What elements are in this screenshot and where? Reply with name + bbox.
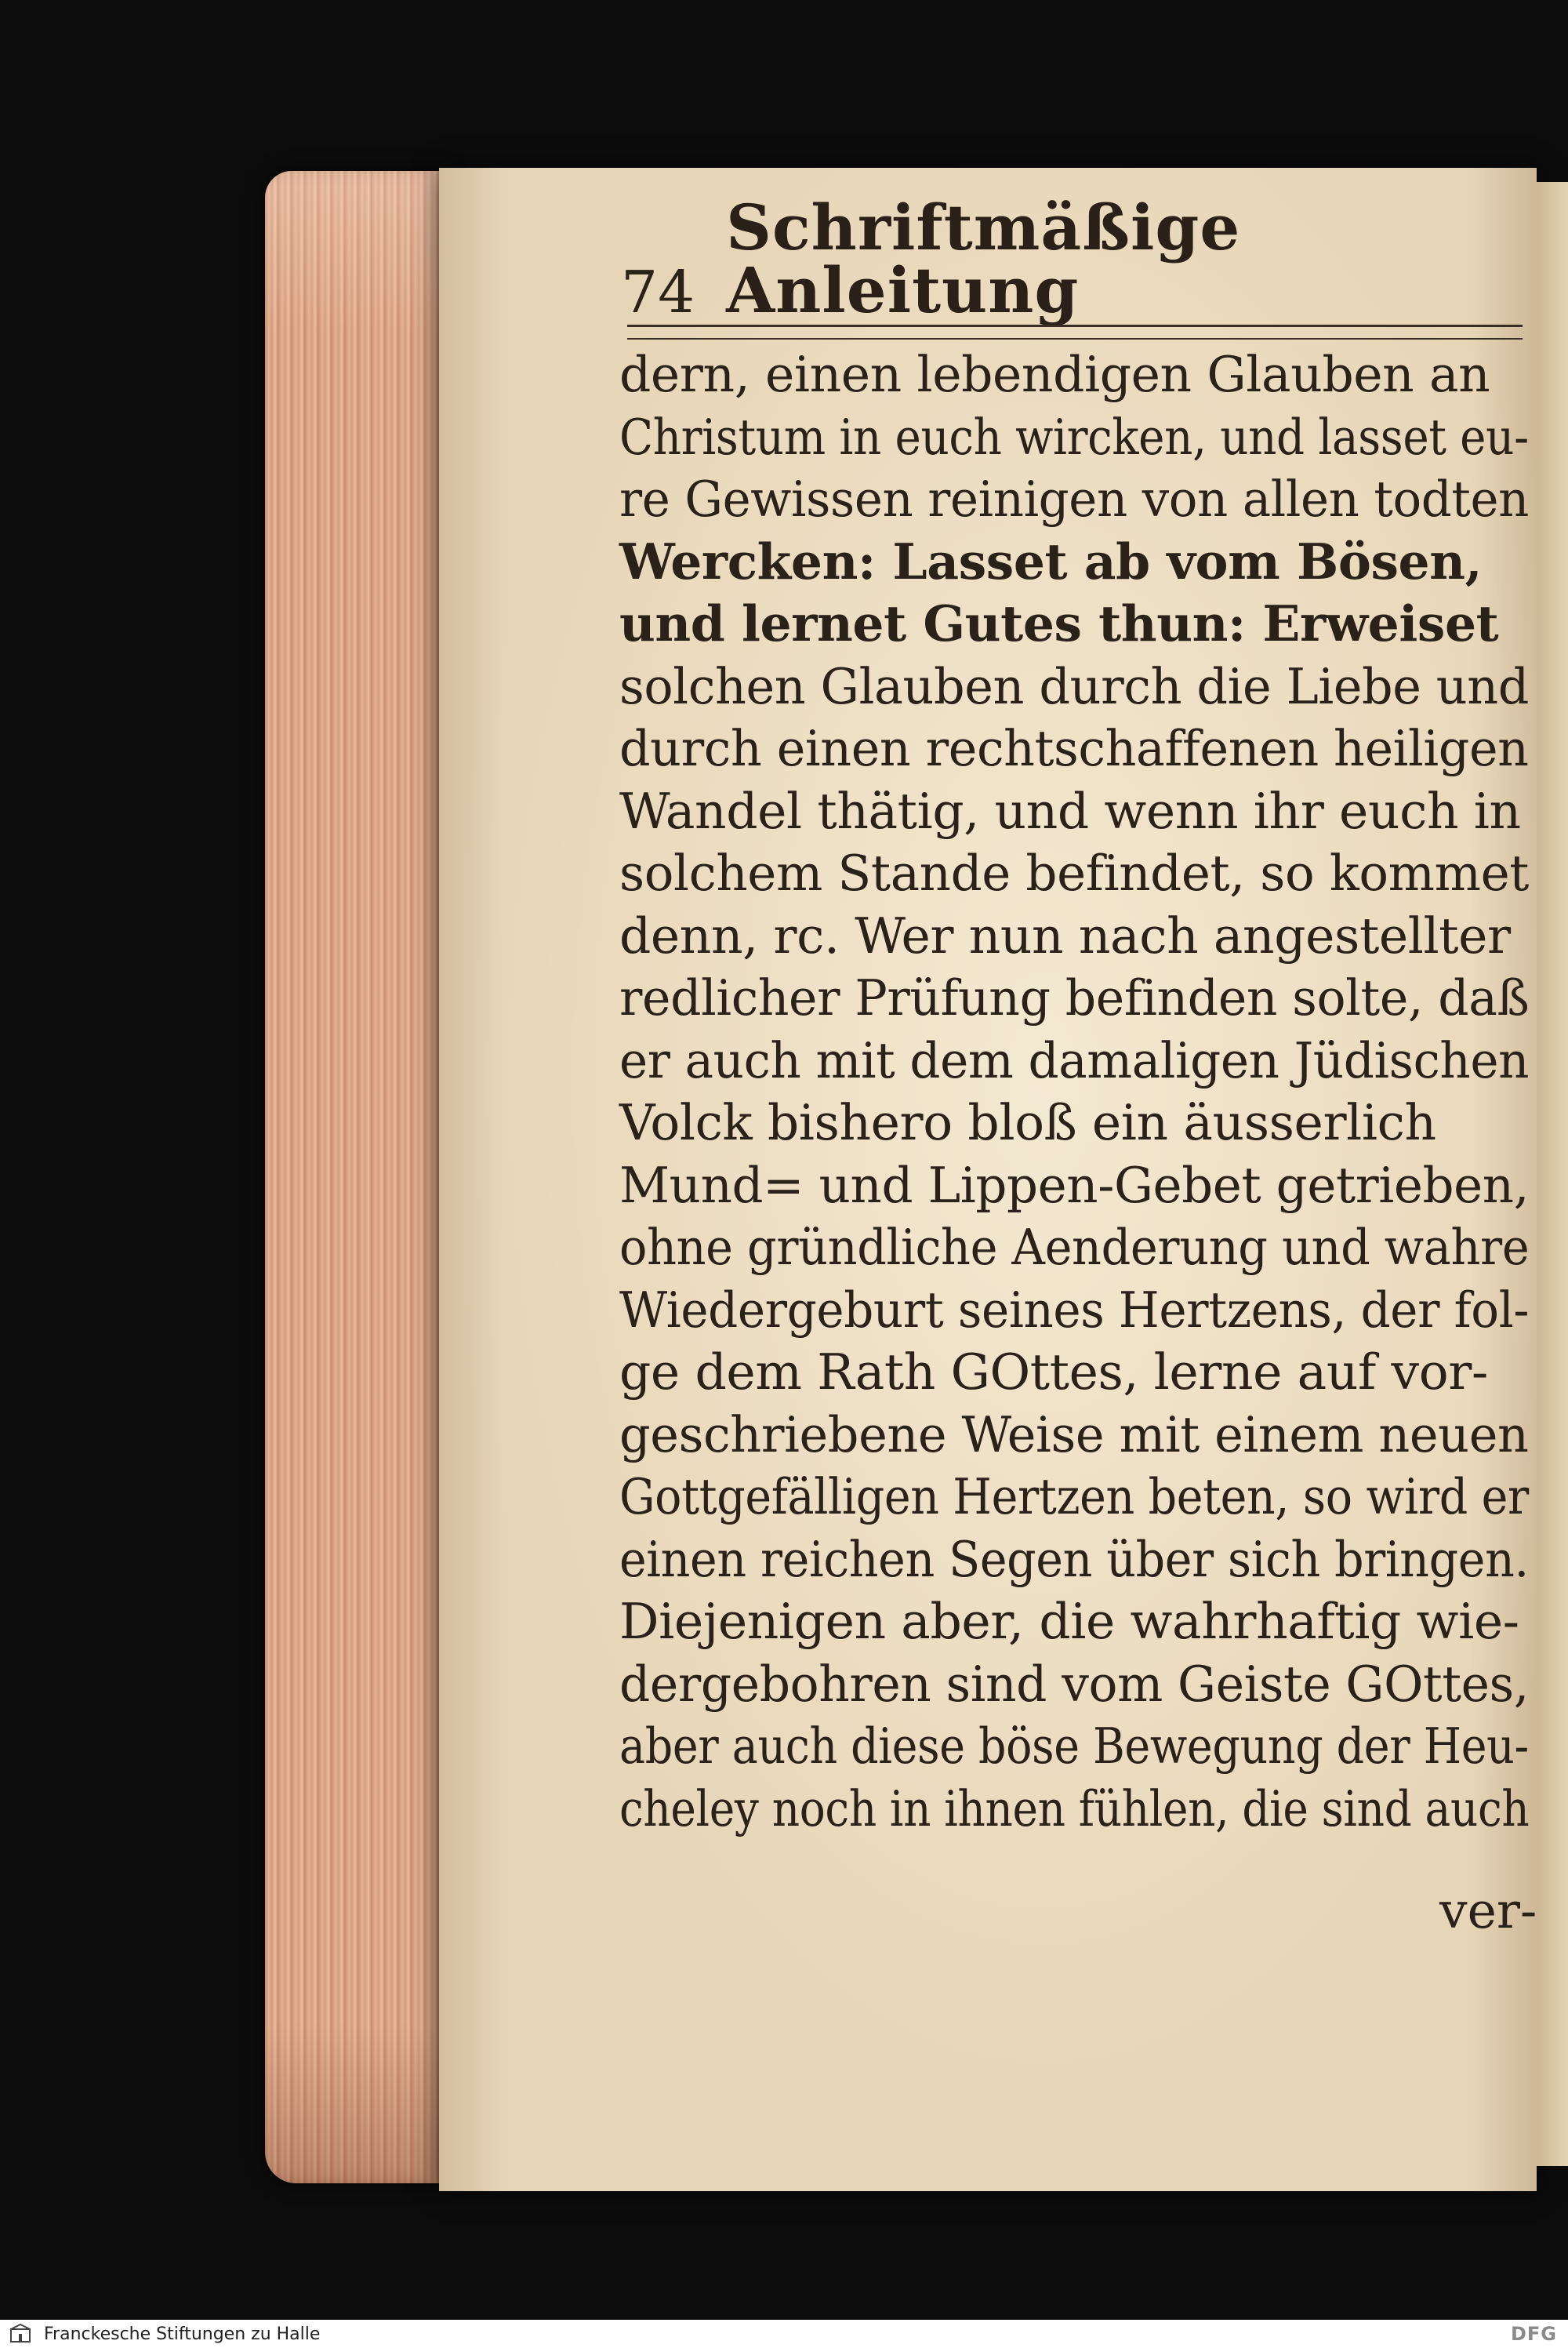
text-line: einen reichen Segen über sich bringen. xyxy=(619,1530,1529,1588)
institution-name: Franckesche Stiftungen zu Halle xyxy=(44,2324,321,2344)
institution-logo-icon xyxy=(5,2322,36,2346)
text-line: cheley noch in ihnen fühlen, die sind auch xyxy=(619,1779,1530,1837)
text-line: dern, einen lebendigen Glauben an xyxy=(619,346,1490,403)
text-line: geschriebene Weise mit einem neuen xyxy=(619,1405,1529,1463)
text-line: Wiedergeburt seines Hertzens, der fol- xyxy=(619,1281,1530,1339)
text-line: aber auch diese böse Bewegung der Heu- xyxy=(619,1717,1529,1775)
text-line: solchem Stande befindet, so kommet xyxy=(619,845,1530,902)
header-rule xyxy=(627,325,1523,340)
text-line: Mund= und Lippen-Gebet getrieben, xyxy=(619,1156,1530,1214)
text-line: denn, rc. Wer nun nach angestellter xyxy=(619,907,1511,965)
page-header xyxy=(621,191,1523,327)
text-line: ohne gründliche Aenderung und wahre xyxy=(619,1219,1530,1276)
text-line: durch einen rechtschaffenen heiligen xyxy=(619,720,1529,777)
adjacent-page-edge xyxy=(1537,182,1568,2166)
text-line: Wercken: Lasset ab vom Bösen, xyxy=(619,532,1483,591)
running-head: Schriftmäßige Anleitung xyxy=(726,191,1241,327)
text-line: Diejenigen aber, die wahrhaftig wie- xyxy=(619,1593,1519,1650)
text-line: und lernet Gutes thun: Erweiset xyxy=(619,594,1499,652)
dfg-logo: DFG xyxy=(1510,2323,1557,2345)
text-line: redlicher Prüfung befinden solte, daß xyxy=(619,969,1530,1027)
text-line: ge dem Rath GOttes, lerne auf vor- xyxy=(619,1343,1488,1401)
text-line: er auch mit dem damaligen Jüdischen xyxy=(619,1031,1530,1089)
catchword: ver- xyxy=(1439,1882,1537,1939)
text-line: solchen Glauben durch die Liebe und xyxy=(619,657,1530,715)
text-line: Volck bishero bloß ein äusserlich xyxy=(619,1094,1436,1151)
body-text xyxy=(619,343,1529,1840)
text-line: dergebohren sind vom Geiste GOttes, xyxy=(619,1655,1529,1713)
text-line: Wandel thätig, und wenn ihr euch in xyxy=(619,782,1521,840)
page-edges xyxy=(265,171,447,2183)
page-number: 74 xyxy=(621,259,695,326)
text-line: re Gewissen reinigen von allen todten xyxy=(619,471,1529,528)
text-line: Christum in euch wircken, und lasset eu- xyxy=(619,408,1529,466)
text-line: Gottgefälligen Hertzen beten, so wird er xyxy=(619,1468,1529,1525)
footer-bar xyxy=(0,2320,1568,2348)
